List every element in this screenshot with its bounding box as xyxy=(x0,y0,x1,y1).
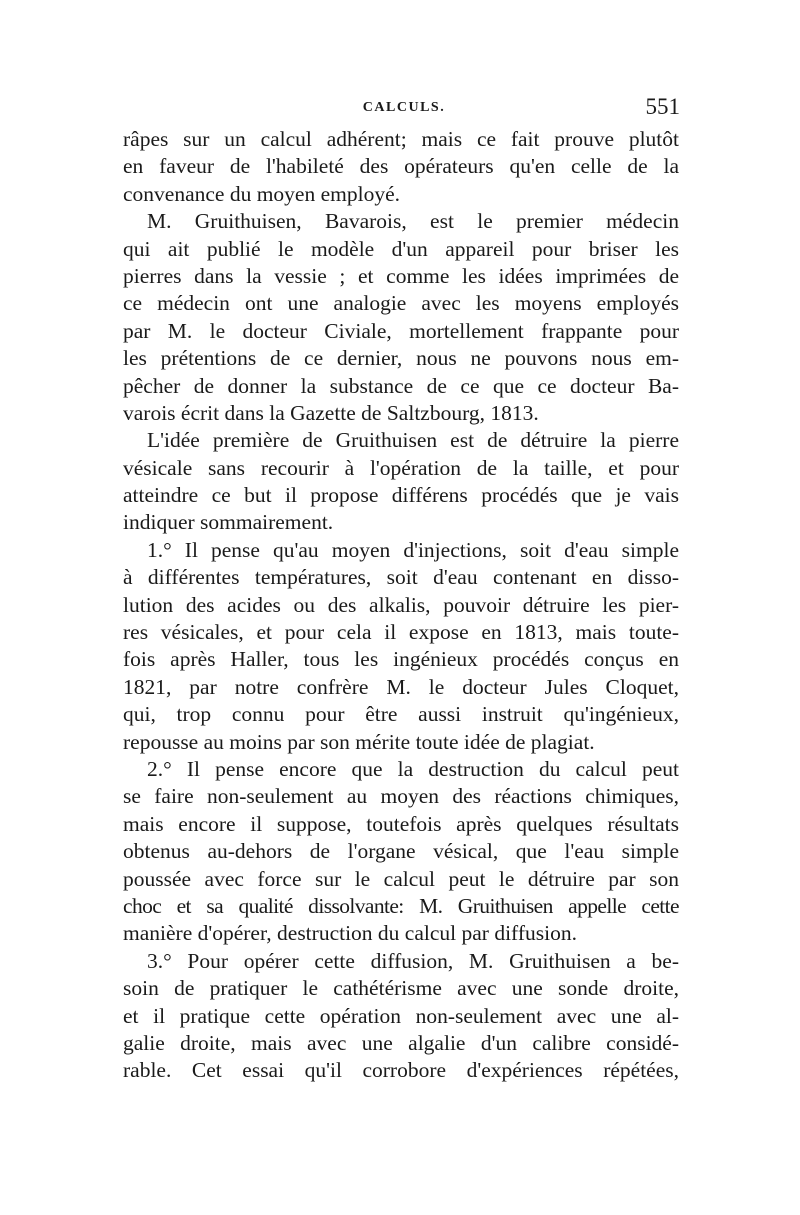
text-line: qui ait publié le modèle d'un appareil pour briser les xyxy=(123,236,679,261)
text-line: et il pratique cette opération non-seulement avec une al- xyxy=(123,1003,679,1028)
text-line: 2.° Il pense encore que la destruction du calcul peut xyxy=(147,756,679,781)
text-line: galie droite, mais avec une algalie d'un calibre considé- xyxy=(123,1030,679,1055)
page-number: 551 xyxy=(645,94,680,119)
text-line: varois écrit dans la Gazette de Saltzbourg, 1813. xyxy=(123,400,539,425)
text-line: choc et sa qualité dissolvante: M. Gruithuisen appelle cette xyxy=(123,893,679,918)
text-line: M. Gruithuisen, Bavarois, est le premier médecin xyxy=(147,209,679,234)
text-line: vésicale sans recourir à l'opération de la taille, et pour xyxy=(123,455,679,480)
text-line: 3.° Pour opérer cette diffusion, M. Gruithuisen a be- xyxy=(147,948,679,973)
text-line: res vésicales, et pour cela il expose en 1813, mais toute- xyxy=(123,620,679,645)
text-line: 1821, par notre confrère M. le docteur Jules Cloquet, xyxy=(123,674,679,699)
text-line: les prétentions de ce dernier, nous ne pouvons nous em- xyxy=(123,346,679,371)
text-line: convenance du moyen employé. xyxy=(123,181,401,206)
text-line: en faveur de l'habileté des opérateurs qu'en celle de la xyxy=(123,154,679,179)
running-head: CALCULS. xyxy=(362,100,446,115)
text-line: repousse au moins par son mérite toute idée de plagiat. xyxy=(123,729,595,754)
text-line: qui, trop connu pour être aussi instruit qu'ingénieux, xyxy=(123,702,679,727)
text-line: atteindre ce but il propose différens procédés que je vais xyxy=(123,483,679,508)
text-line: se faire non-seulement au moyen des réactions chimiques, xyxy=(123,784,679,809)
text-line: par M. le docteur Civiale, mortellement frappante pour xyxy=(123,318,679,343)
text-line: L'idée première de Gruithuisen est de détruire la pierre xyxy=(147,428,679,453)
text-line: obtenus au-dehors de l'organe vésical, que l'eau simple xyxy=(123,839,679,864)
text-line: soin de pratiquer le cathétérisme avec une sonde droite, xyxy=(123,976,679,1001)
text-line: ce médecin ont une analogie avec les moyens employés xyxy=(123,291,679,316)
text-line: pêcher de donner la substance de ce que ce docteur Ba- xyxy=(123,373,679,398)
text-line: râpes sur un calcul adhérent; mais ce fait prouve plutôt xyxy=(123,127,679,151)
text-line: poussée avec force sur le calcul peut le détruire par son xyxy=(123,866,679,891)
text-line: mais encore il suppose, toutefois après quelques résultats xyxy=(123,811,679,836)
body-text xyxy=(123,126,679,1085)
text-line: pierres dans la vessie ; et comme les idées imprimées de xyxy=(123,263,679,288)
text-line: manière d'opérer, destruction du calcul par diffusion. xyxy=(123,921,577,946)
text-line: 1.° Il pense qu'au moyen d'injections, soit d'eau simple xyxy=(147,537,679,562)
text-line: à différentes températures, soit d'eau contenant en disso- xyxy=(123,565,679,590)
page-header xyxy=(124,96,684,122)
text-line: lution des acides ou des alkalis, pouvoir détruire les pier- xyxy=(123,592,679,617)
text-line: indiquer sommairement. xyxy=(123,510,334,535)
text-line: fois après Haller, tous les ingénieux procédés conçus en xyxy=(123,647,679,672)
text-line: rable. Cet essai qu'il corrobore d'expériences répétées, xyxy=(123,1058,679,1083)
